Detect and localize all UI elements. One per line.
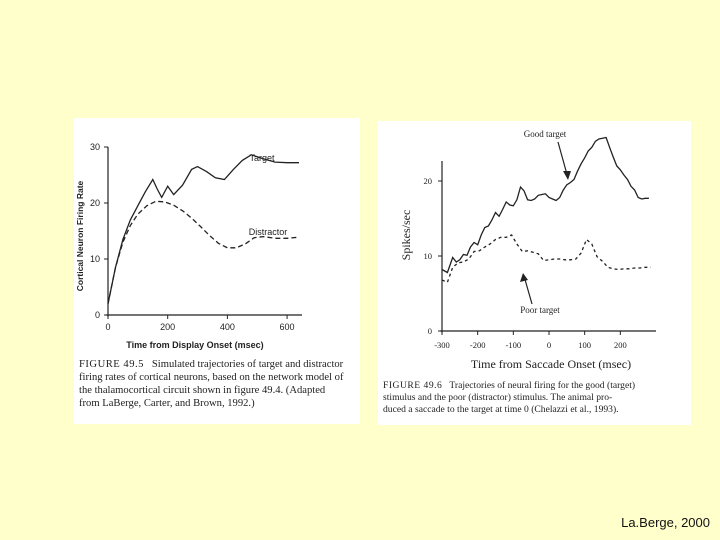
- right-y-axis-label: Spikes/sec: [399, 209, 413, 261]
- right-y-tick-label: 0: [427, 326, 432, 336]
- right-caption-line-1: Trajectories of neural firing for the good (target): [449, 380, 636, 391]
- right-y-tick-label: 20: [423, 176, 432, 186]
- left-series-distractor-line: [108, 201, 299, 303]
- right-x-tick-label: 200: [613, 340, 627, 350]
- right-caption-line-3: duced a saccade to the target at time 0 (Chelazzi et al., 1993).: [383, 403, 619, 415]
- right-series-label-poor-target: Poor target: [520, 305, 560, 315]
- left-x-tick-label: 400: [219, 322, 235, 332]
- left-y-tick-label: 0: [94, 310, 100, 320]
- right-x-tick-label: 100: [578, 340, 592, 350]
- source-credit: La.Berge, 2000: [621, 515, 710, 530]
- left-x-tick-label: 200: [160, 322, 176, 332]
- left-caption-line-3: the thalamocortical circuit shown in figure 49.4. (Adapted: [79, 385, 326, 396]
- right-x-tick-label: 0: [546, 340, 552, 350]
- right-y-tick-label: 10: [423, 251, 432, 261]
- right-figure-caption: [383, 380, 693, 415]
- left-y-tick-label: 20: [89, 198, 100, 208]
- left-figure-caption: [79, 358, 349, 410]
- right-series-poor-target-line: [442, 235, 651, 282]
- left-x-axis-label: Time from Display Onset (msec): [126, 340, 264, 350]
- right-annotation-arrowhead-good: [563, 171, 571, 180]
- left-caption-line-1: Simulated trajectories of target and distractor: [151, 359, 344, 370]
- left-series-label-distractor: Distractor: [248, 227, 288, 237]
- left-y-axis-label: Cortical Neuron Firing Rate: [75, 180, 85, 292]
- left-caption-line-4: from LaBerge, Carter, and Brown, 1992.): [79, 398, 255, 409]
- right-x-tick-label: -100: [505, 340, 522, 350]
- left-caption-line-2: firing rates of cortical neurons, based on the network model of: [79, 372, 344, 383]
- left-y-tick-label: 10: [89, 254, 100, 264]
- right-x-tick-label: -300: [434, 340, 450, 350]
- right-x-axis-label: Time from Saccade Onset (msec): [470, 357, 632, 371]
- right-x-tick-label: -200: [469, 340, 486, 350]
- right-series-label-good-target: Good target: [523, 129, 567, 139]
- left-series-label-target: Target: [249, 153, 275, 163]
- left-x-tick-label: 0: [105, 322, 111, 332]
- right-annotation-arrowhead-poor: [520, 273, 528, 282]
- right-caption-line-2: stimulus and the poor (distractor) stimulus. The animal pro-: [383, 391, 613, 403]
- right-figure-number: FIGURE 49.6: [383, 380, 443, 391]
- left-y-tick-label: 30: [89, 142, 100, 152]
- left-figure-number: FIGURE 49.5: [79, 359, 144, 370]
- left-x-tick-label: 600: [279, 322, 295, 332]
